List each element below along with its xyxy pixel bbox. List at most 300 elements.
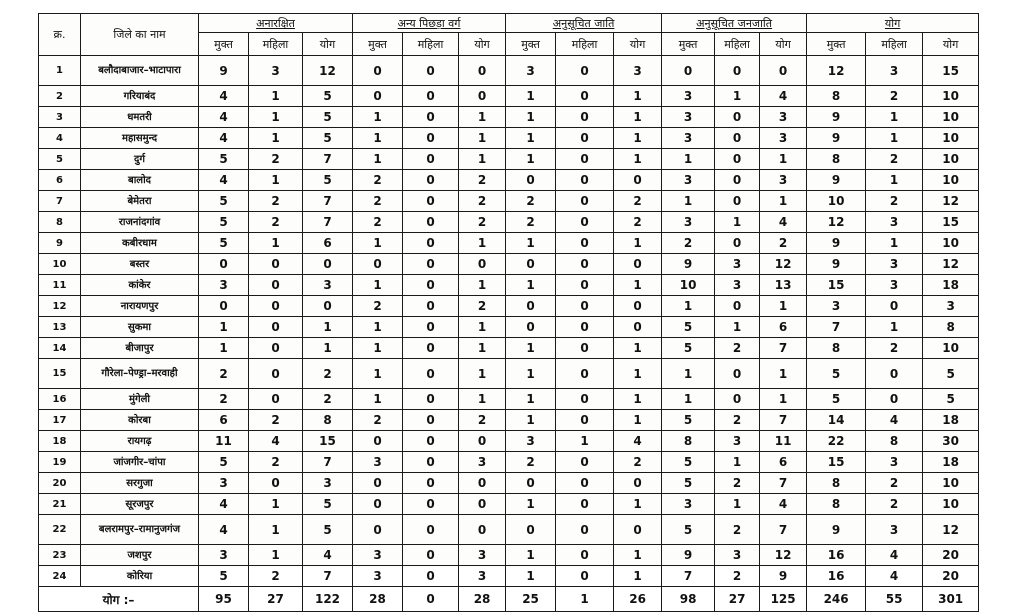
value-cell: 1 (760, 389, 807, 410)
value-cell: 1 (506, 389, 556, 410)
value-cell: 1 (506, 107, 556, 128)
serial-cell: 14 (39, 338, 81, 359)
value-cell: 0 (506, 296, 556, 317)
serial-cell: 12 (39, 296, 81, 317)
value-cell: 0 (403, 338, 459, 359)
value-cell: 3 (866, 254, 923, 275)
value-cell: 1 (715, 212, 760, 233)
table-row (39, 296, 979, 317)
district-name-cell: गौरेला–पेण्ड्रा–मरवाही (81, 359, 199, 389)
value-cell: 1 (506, 359, 556, 389)
value-cell: 5 (662, 515, 715, 545)
table-row (39, 545, 979, 566)
value-cell: 6 (760, 317, 807, 338)
sub-header-cell: महिला (403, 33, 459, 56)
value-cell: 7 (760, 473, 807, 494)
value-cell: 1 (249, 128, 303, 149)
sub-header-cell: महिला (249, 33, 303, 56)
value-cell: 0 (866, 296, 923, 317)
serial-cell: 21 (39, 494, 81, 515)
value-cell: 1 (506, 410, 556, 431)
value-cell: 0 (403, 86, 459, 107)
total-value-cell: 301 (923, 587, 979, 612)
value-cell: 3 (866, 212, 923, 233)
value-cell: 1 (353, 359, 403, 389)
value-cell: 0 (403, 107, 459, 128)
value-cell: 3 (760, 107, 807, 128)
value-cell: 1 (760, 359, 807, 389)
value-cell: 5 (662, 473, 715, 494)
value-cell: 0 (556, 107, 614, 128)
value-cell: 1 (506, 338, 556, 359)
value-cell: 5 (303, 86, 353, 107)
value-cell: 0 (403, 359, 459, 389)
value-cell: 10 (923, 473, 979, 494)
value-cell: 1 (353, 128, 403, 149)
reservation-table (38, 13, 979, 612)
value-cell: 3 (715, 431, 760, 452)
value-cell: 0 (353, 86, 403, 107)
value-cell: 0 (249, 473, 303, 494)
value-cell: 5 (199, 566, 249, 587)
total-value-cell: 55 (866, 587, 923, 612)
value-cell: 3 (715, 254, 760, 275)
value-cell: 0 (403, 494, 459, 515)
value-cell: 2 (249, 212, 303, 233)
value-cell: 0 (459, 515, 506, 545)
table-row (39, 254, 979, 275)
table-row (39, 212, 979, 233)
table-row (39, 128, 979, 149)
value-cell: 9 (662, 545, 715, 566)
value-cell: 1 (353, 389, 403, 410)
value-cell: 1 (760, 296, 807, 317)
value-cell: 7 (303, 149, 353, 170)
value-cell: 1 (459, 317, 506, 338)
value-cell: 3 (506, 56, 556, 86)
value-cell: 1 (249, 86, 303, 107)
value-cell: 3 (923, 296, 979, 317)
district-name-cell: दुर्ग (81, 149, 199, 170)
serial-cell: 1 (39, 56, 81, 86)
value-cell: 0 (199, 296, 249, 317)
value-cell: 7 (662, 566, 715, 587)
value-cell: 8 (807, 86, 866, 107)
value-cell: 4 (199, 494, 249, 515)
total-value-cell: 125 (760, 587, 807, 612)
value-cell: 3 (715, 275, 760, 296)
value-cell: 1 (199, 338, 249, 359)
value-cell: 10 (807, 191, 866, 212)
value-cell: 2 (353, 212, 403, 233)
group-header-st: अनुसूचित जनजाति (662, 14, 807, 33)
value-cell: 2 (303, 389, 353, 410)
value-cell: 4 (866, 545, 923, 566)
table-row (39, 149, 979, 170)
value-cell: 3 (459, 566, 506, 587)
district-name-cell: कोरिया (81, 566, 199, 587)
value-cell: 1 (662, 149, 715, 170)
value-cell: 0 (459, 56, 506, 86)
value-cell: 3 (353, 545, 403, 566)
serial-cell: 13 (39, 317, 81, 338)
value-cell: 1 (866, 107, 923, 128)
group-header-sc: अनुसूचित जाति (506, 14, 662, 33)
table-row (39, 275, 979, 296)
serial-cell: 22 (39, 515, 81, 545)
table-row (39, 566, 979, 587)
group-header-obc: अन्य पिछड़ा वर्ग (353, 14, 506, 33)
value-cell: 0 (556, 545, 614, 566)
value-cell: 5 (199, 149, 249, 170)
total-value-cell: 27 (715, 587, 760, 612)
value-cell: 2 (353, 191, 403, 212)
value-cell: 5 (199, 212, 249, 233)
value-cell: 8 (807, 473, 866, 494)
district-name-cell: राजनांदगांव (81, 212, 199, 233)
value-cell: 1 (760, 191, 807, 212)
district-name-cell: बीजापुर (81, 338, 199, 359)
value-cell: 3 (199, 275, 249, 296)
serial-cell: 2 (39, 86, 81, 107)
district-name-cell: महासमुन्द (81, 128, 199, 149)
serial-cell: 16 (39, 389, 81, 410)
value-cell: 2 (866, 494, 923, 515)
value-cell: 0 (506, 170, 556, 191)
value-cell: 2 (866, 338, 923, 359)
value-cell: 0 (556, 233, 614, 254)
value-cell: 0 (459, 494, 506, 515)
sub-header-cell: योग (923, 33, 979, 56)
value-cell: 2 (715, 338, 760, 359)
value-cell: 12 (807, 56, 866, 86)
value-cell: 1 (614, 494, 662, 515)
sub-header-cell: योग (614, 33, 662, 56)
value-cell: 1 (506, 86, 556, 107)
value-cell: 9 (807, 515, 866, 545)
value-cell: 0 (556, 473, 614, 494)
value-cell: 5 (923, 359, 979, 389)
value-cell: 3 (353, 566, 403, 587)
value-cell: 1 (459, 149, 506, 170)
value-cell: 0 (715, 389, 760, 410)
value-cell: 4 (199, 128, 249, 149)
value-cell: 0 (403, 410, 459, 431)
value-cell: 0 (556, 170, 614, 191)
serial-cell: 4 (39, 128, 81, 149)
value-cell: 13 (760, 275, 807, 296)
table-row (39, 56, 979, 86)
value-cell: 2 (459, 296, 506, 317)
group-header-unreserved: अनारक्षित (199, 14, 353, 33)
value-cell: 0 (556, 359, 614, 389)
value-cell: 4 (199, 107, 249, 128)
value-cell: 0 (249, 254, 303, 275)
value-cell: 1 (459, 107, 506, 128)
value-cell: 2 (866, 86, 923, 107)
value-cell: 2 (866, 149, 923, 170)
value-cell: 2 (715, 473, 760, 494)
value-cell: 1 (614, 86, 662, 107)
value-cell: 0 (760, 56, 807, 86)
sub-header-cell: मुक्त (353, 33, 403, 56)
value-cell: 4 (760, 86, 807, 107)
serial-cell: 7 (39, 191, 81, 212)
value-cell: 2 (249, 452, 303, 473)
value-cell: 3 (760, 170, 807, 191)
value-cell: 8 (303, 410, 353, 431)
value-cell: 4 (614, 431, 662, 452)
value-cell: 4 (866, 566, 923, 587)
value-cell: 0 (403, 56, 459, 86)
value-cell: 1 (459, 128, 506, 149)
value-cell: 0 (403, 515, 459, 545)
value-cell: 2 (459, 170, 506, 191)
value-cell: 2 (303, 359, 353, 389)
value-cell: 8 (807, 149, 866, 170)
value-cell: 1 (353, 233, 403, 254)
table-row (39, 431, 979, 452)
value-cell: 1 (614, 128, 662, 149)
value-cell: 1 (249, 515, 303, 545)
value-cell: 18 (923, 410, 979, 431)
value-cell: 1 (614, 410, 662, 431)
value-cell: 0 (403, 233, 459, 254)
value-cell: 12 (760, 254, 807, 275)
document-sheet (38, 13, 978, 607)
value-cell: 0 (614, 170, 662, 191)
value-cell: 2 (760, 233, 807, 254)
value-cell: 8 (866, 431, 923, 452)
value-cell: 5 (303, 170, 353, 191)
value-cell: 4 (760, 494, 807, 515)
value-cell: 5 (662, 317, 715, 338)
value-cell: 1 (353, 149, 403, 170)
table-row (39, 191, 979, 212)
serial-cell: 20 (39, 473, 81, 494)
value-cell: 0 (715, 233, 760, 254)
value-cell: 0 (715, 107, 760, 128)
value-cell: 5 (662, 410, 715, 431)
value-cell: 0 (303, 296, 353, 317)
value-cell: 1 (459, 275, 506, 296)
value-cell: 3 (866, 56, 923, 86)
value-cell: 11 (199, 431, 249, 452)
value-cell: 3 (303, 275, 353, 296)
value-cell: 0 (556, 566, 614, 587)
value-cell: 0 (556, 410, 614, 431)
value-cell: 22 (807, 431, 866, 452)
value-cell: 1 (715, 86, 760, 107)
total-value-cell: 27 (249, 587, 303, 612)
value-cell: 10 (923, 128, 979, 149)
sub-header-cell: योग (459, 33, 506, 56)
value-cell: 7 (807, 317, 866, 338)
value-cell: 1 (506, 233, 556, 254)
value-cell: 4 (866, 410, 923, 431)
value-cell: 1 (760, 149, 807, 170)
value-cell: 2 (459, 212, 506, 233)
value-cell: 1 (353, 317, 403, 338)
value-cell: 3 (199, 473, 249, 494)
value-cell: 2 (249, 410, 303, 431)
value-cell: 0 (556, 128, 614, 149)
total-value-cell: 28 (459, 587, 506, 612)
total-value-cell: 0 (403, 587, 459, 612)
value-cell: 1 (249, 494, 303, 515)
value-cell: 9 (807, 254, 866, 275)
serial-cell: 17 (39, 410, 81, 431)
value-cell: 10 (923, 233, 979, 254)
value-cell: 8 (807, 338, 866, 359)
sub-header-cell: महिला (556, 33, 614, 56)
serial-cell: 15 (39, 359, 81, 389)
value-cell: 1 (303, 317, 353, 338)
value-cell: 5 (303, 515, 353, 545)
value-cell: 1 (614, 389, 662, 410)
serial-cell: 10 (39, 254, 81, 275)
value-cell: 1 (459, 233, 506, 254)
value-cell: 0 (556, 296, 614, 317)
value-cell: 10 (923, 494, 979, 515)
value-cell: 1 (506, 494, 556, 515)
value-cell: 2 (249, 149, 303, 170)
value-cell: 3 (199, 545, 249, 566)
serial-cell: 18 (39, 431, 81, 452)
value-cell: 11 (760, 431, 807, 452)
value-cell: 0 (715, 149, 760, 170)
value-cell: 0 (866, 389, 923, 410)
value-cell: 0 (249, 275, 303, 296)
value-cell: 2 (506, 212, 556, 233)
value-cell: 10 (923, 338, 979, 359)
value-cell: 0 (506, 473, 556, 494)
value-cell: 0 (715, 128, 760, 149)
serial-cell: 11 (39, 275, 81, 296)
district-name-cell: कांकेर (81, 275, 199, 296)
total-label: योग :– (39, 587, 199, 612)
value-cell: 1 (866, 128, 923, 149)
value-cell: 1 (614, 149, 662, 170)
value-cell: 9 (807, 107, 866, 128)
value-cell: 7 (760, 410, 807, 431)
value-cell: 0 (403, 566, 459, 587)
value-cell: 3 (662, 86, 715, 107)
value-cell: 1 (506, 128, 556, 149)
value-cell: 8 (662, 431, 715, 452)
value-cell: 7 (303, 212, 353, 233)
sub-header-cell: महिला (866, 33, 923, 56)
value-cell: 0 (459, 431, 506, 452)
value-cell: 12 (923, 515, 979, 545)
value-cell: 2 (614, 191, 662, 212)
total-value-cell: 25 (506, 587, 556, 612)
table-row (39, 515, 979, 545)
value-cell: 0 (506, 515, 556, 545)
total-value-cell: 28 (353, 587, 403, 612)
serial-cell: 19 (39, 452, 81, 473)
serial-cell: 5 (39, 149, 81, 170)
value-cell: 5 (807, 389, 866, 410)
value-cell: 0 (403, 254, 459, 275)
value-cell: 1 (506, 566, 556, 587)
value-cell: 4 (199, 170, 249, 191)
value-cell: 1 (614, 338, 662, 359)
value-cell: 0 (403, 473, 459, 494)
value-cell: 5 (303, 494, 353, 515)
table-row (39, 494, 979, 515)
district-header: जिले का नाम (81, 14, 199, 56)
value-cell: 0 (556, 338, 614, 359)
sub-header-cell: महिला (715, 33, 760, 56)
group-header-total: योग (807, 14, 979, 33)
value-cell: 0 (556, 56, 614, 86)
serial-header: क्र. (39, 14, 81, 56)
district-name-cell: बालोद (81, 170, 199, 191)
value-cell: 3 (662, 107, 715, 128)
value-cell: 6 (760, 452, 807, 473)
value-cell: 2 (249, 566, 303, 587)
sub-header-cell: योग (303, 33, 353, 56)
district-name-cell: सरगुजा (81, 473, 199, 494)
value-cell: 0 (614, 296, 662, 317)
table-row (39, 389, 979, 410)
value-cell: 0 (353, 431, 403, 452)
value-cell: 1 (556, 431, 614, 452)
value-cell: 1 (249, 233, 303, 254)
sub-header-cell: मुक्त (807, 33, 866, 56)
table-body (39, 56, 979, 587)
value-cell: 6 (303, 233, 353, 254)
value-cell: 4 (760, 212, 807, 233)
value-cell: 0 (614, 473, 662, 494)
value-cell: 1 (353, 275, 403, 296)
value-cell: 0 (403, 128, 459, 149)
value-cell: 7 (760, 338, 807, 359)
value-cell: 3 (303, 473, 353, 494)
value-cell: 9 (807, 233, 866, 254)
value-cell: 3 (459, 545, 506, 566)
value-cell: 1 (303, 338, 353, 359)
value-cell: 0 (403, 296, 459, 317)
value-cell: 1 (614, 545, 662, 566)
value-cell: 1 (662, 389, 715, 410)
value-cell: 2 (506, 452, 556, 473)
value-cell: 0 (249, 338, 303, 359)
value-cell: 15 (923, 212, 979, 233)
table-row (39, 170, 979, 191)
value-cell: 1 (249, 170, 303, 191)
value-cell: 3 (249, 56, 303, 86)
district-name-cell: बेमेतरा (81, 191, 199, 212)
value-cell: 0 (353, 56, 403, 86)
value-cell: 1 (506, 545, 556, 566)
value-cell: 0 (556, 86, 614, 107)
table-row (39, 86, 979, 107)
value-cell: 9 (662, 254, 715, 275)
value-cell: 5 (923, 389, 979, 410)
value-cell: 5 (807, 359, 866, 389)
value-cell: 0 (353, 494, 403, 515)
value-cell: 0 (403, 191, 459, 212)
serial-cell: 9 (39, 233, 81, 254)
value-cell: 3 (353, 452, 403, 473)
value-cell: 10 (923, 86, 979, 107)
value-cell: 16 (807, 545, 866, 566)
value-cell: 1 (662, 359, 715, 389)
total-value-cell: 246 (807, 587, 866, 612)
value-cell: 1 (249, 545, 303, 566)
